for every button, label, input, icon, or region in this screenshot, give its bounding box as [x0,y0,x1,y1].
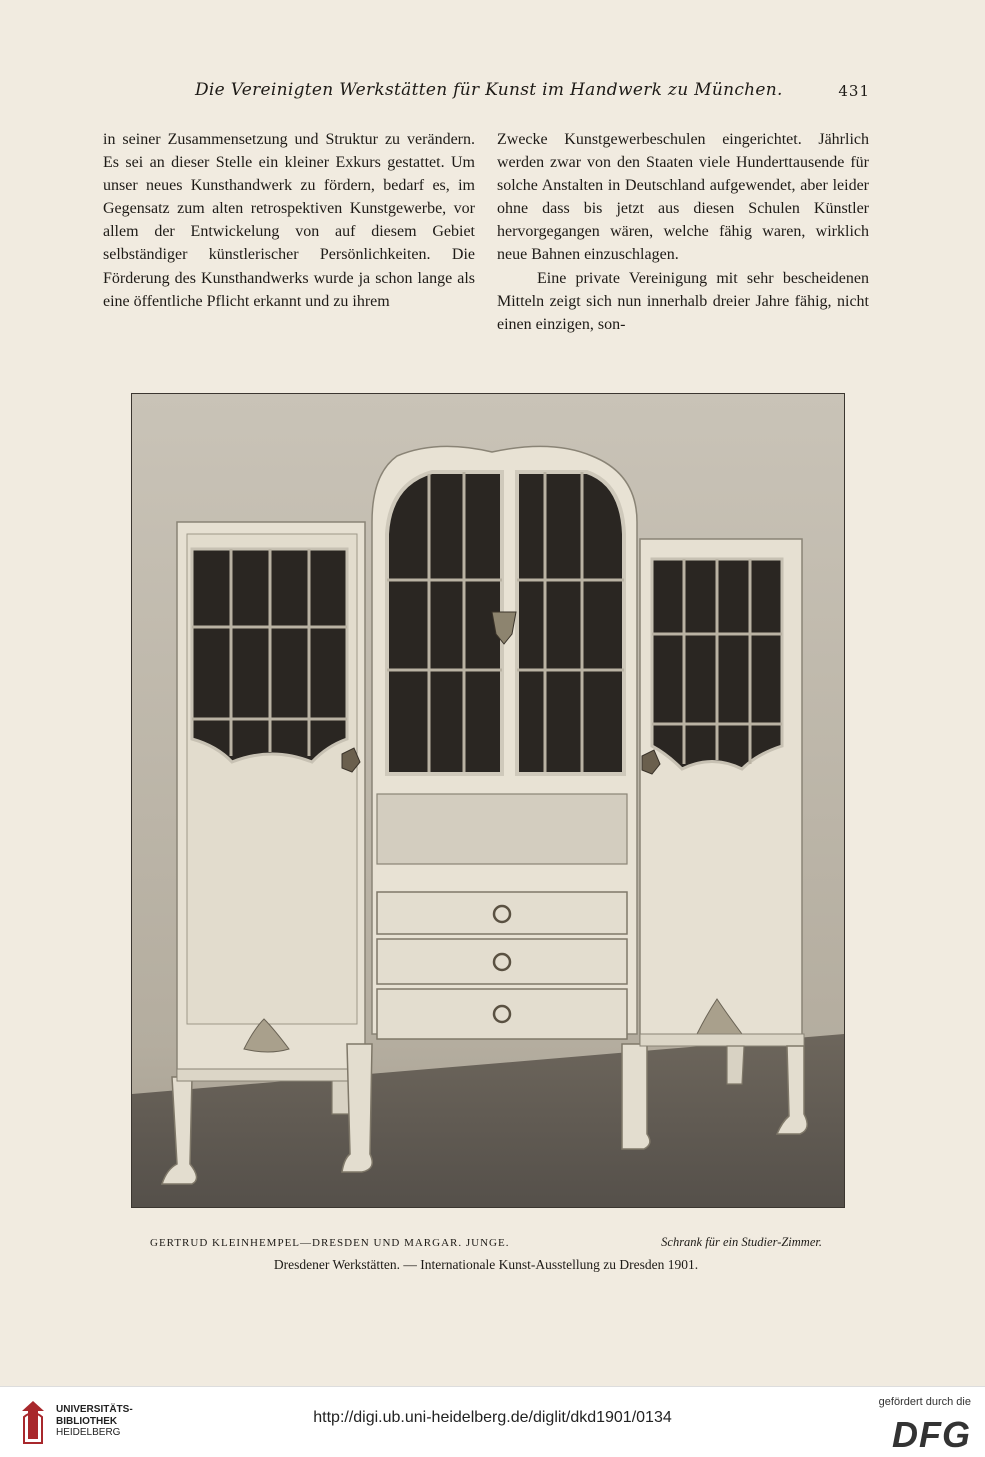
running-header [150,76,870,106]
institution-line: BIBLIOTHEK [56,1415,118,1427]
text-column-right [497,128,869,336]
drawer [377,939,627,984]
footer-bar [0,1386,985,1457]
caption [150,1235,822,1253]
institution-line: UNIVERSITÄTS- [56,1404,133,1415]
source-url-link[interactable]: http://digi.ub.uni-heidelberg.de/diglit/dkd1901/0134 [313,1409,672,1426]
open-niche [377,794,627,864]
paragraph: Zwecke Kunstgewerbeschulen eingerichtet. Jährlich werden zwar von den Staaten viele Hunderttausende für solche Anstalten in Deutschland aufgewendet, aber leider ohne dass bis jetzt aus diesen Schulen Künstler hervorgegangen wären, welche fähig waren, wirklich neue Bahnen einzuschlagen. [497,131,869,264]
text-column-left [103,128,475,313]
page-number: 431 [838,82,870,100]
paragraph: Eine private Vereinigung mit sehr bescheidenen Mitteln zeigt sich nun innerhalb dreier Jahre fähig, nicht einen einzigen, son- [497,269,869,333]
caption-credit: GERTRUD KLEINHEMPEL—DRESDEN UND MARGAR. JUNGE. [150,1237,510,1249]
drawer [377,892,627,934]
dfg-logo: DFG [892,1414,971,1455]
caption-subline: Dresdener Werkstätten. — Internationale Kunst-Ausstellung zu Dresden 1901. [273,1257,699,1272]
funder-text: gefördert durch die [878,1396,971,1408]
drawer [377,989,627,1039]
institution-line: HEIDELBERG [56,1427,121,1438]
caption-title: Schrank für ein Studier-Zimmer. [661,1235,822,1249]
cabinet-photograph [131,393,845,1208]
paragraph: in seiner Zusammensetzung und Struktur zu verändern. Es sei an dieser Stelle ein kleiner Exkurs gestattet. Um unser neues Kunsthandwerk zu fördern, bedarf es, im Gegensatz zum alten retrospektiven Kunstgewerbe, vor allem der Entwickelung von auf diesem Gebiet selbständiger künstlerischer Persönlichkeiten. Die Förderung des Kunsthandwerks wurde ja schon lange als eine öffentliche Pflicht erkannt und zu ihrem [103,131,475,310]
right-cabinet [640,539,807,1134]
running-title: Die Vereinigten Werkstätten für Kunst im Handwerk zu München. [195,80,783,100]
